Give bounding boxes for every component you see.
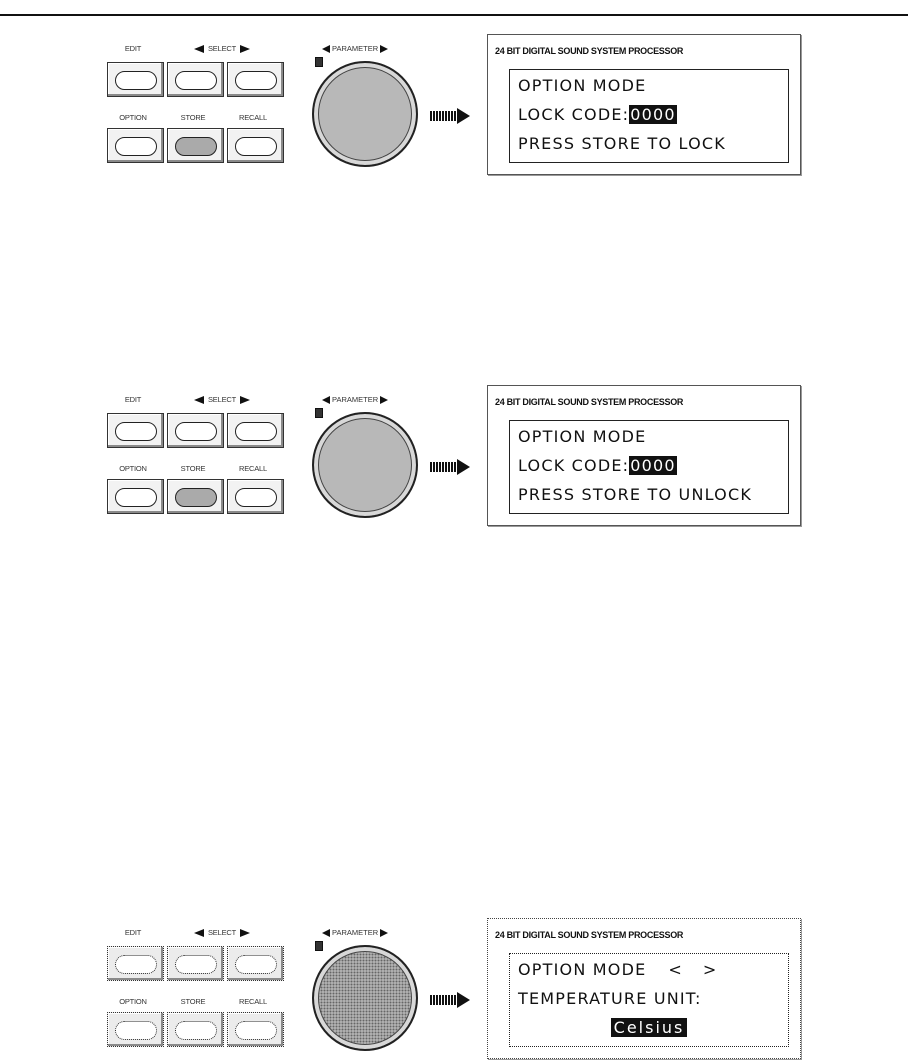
- select-left-button-cap: [175, 955, 217, 974]
- nav-arrows: < >: [668, 960, 725, 979]
- temperature-unit-value: Celsius: [611, 1018, 688, 1037]
- lcd-panel: [487, 385, 801, 526]
- recall-button[interactable]: [227, 479, 284, 514]
- store-button-cap: [175, 488, 217, 507]
- lcd-line-1: OPTION MODE: [518, 76, 647, 95]
- parameter-left-arrow-icon: [322, 45, 330, 53]
- option-button[interactable]: [107, 128, 164, 163]
- parameter-left-arrow-icon: [322, 396, 330, 404]
- parameter-knob[interactable]: [312, 412, 418, 518]
- select-left-arrow-icon: [194, 396, 204, 404]
- option-button-cap: [115, 137, 157, 156]
- select-left-button-cap: [175, 422, 217, 441]
- select-left-arrow-icon: [194, 929, 204, 937]
- select-right-button-cap: [235, 955, 277, 974]
- lock-icon: [315, 941, 323, 951]
- store-label: STORE: [180, 113, 206, 122]
- parameter-label: [322, 928, 388, 937]
- lcd-line-3: [510, 1018, 788, 1037]
- figure-temperature-unit: [100, 899, 810, 1064]
- parameter-knob[interactable]: [312, 945, 418, 1051]
- select-label-text: SELECT: [208, 395, 236, 404]
- store-button[interactable]: [167, 1012, 224, 1047]
- edit-button-cap: [115, 422, 157, 441]
- select-right-arrow-icon: [240, 929, 250, 937]
- parameter-label-text: PARAMETER: [332, 44, 379, 53]
- recall-button[interactable]: [227, 1012, 284, 1047]
- select-right-button[interactable]: [227, 62, 284, 97]
- lock-code-value: 0000: [630, 105, 676, 124]
- parameter-label-text: PARAMETER: [332, 928, 379, 937]
- select-right-button-cap: [235, 71, 277, 90]
- parameter-knob[interactable]: [312, 61, 418, 167]
- parameter-label: [322, 44, 388, 53]
- edit-button-cap: [115, 71, 157, 90]
- recall-label: RECALL: [239, 997, 267, 1006]
- lcd-panel: [487, 34, 801, 175]
- option-label: OPTION: [119, 997, 147, 1006]
- select-label: [162, 928, 282, 937]
- lcd-line-1: [518, 960, 724, 979]
- recall-button[interactable]: [227, 128, 284, 163]
- option-button-cap: [115, 1021, 157, 1040]
- lcd-line-2: TEMPERATURE UNIT:: [518, 989, 702, 1008]
- device-title: 24 BIT DIGITAL SOUND SYSTEM PROCESSOR: [495, 930, 684, 940]
- edit-button[interactable]: [107, 62, 164, 97]
- right-arrow-icon: [430, 459, 472, 475]
- option-label: OPTION: [119, 464, 147, 473]
- lcd-line-3: PRESS STORE TO LOCK: [518, 134, 726, 153]
- parameter-label: [322, 395, 388, 404]
- select-right-arrow-icon: [240, 396, 250, 404]
- lock-icon: [315, 408, 323, 418]
- right-arrow-icon: [430, 108, 472, 124]
- store-button[interactable]: [167, 479, 224, 514]
- lcd-screen: [509, 420, 789, 514]
- store-button-cap: [175, 1021, 217, 1040]
- device-title: 24 BIT DIGITAL SOUND SYSTEM PROCESSOR: [495, 46, 684, 56]
- store-label: STORE: [180, 997, 206, 1006]
- edit-label: EDIT: [124, 928, 142, 937]
- lock-icon: [315, 57, 323, 67]
- recall-label: RECALL: [239, 464, 267, 473]
- option-button[interactable]: [107, 479, 164, 514]
- lcd-line-2: [518, 456, 677, 475]
- option-label: OPTION: [119, 113, 147, 122]
- button-panel: [104, 899, 286, 1049]
- parameter-label-text: PARAMETER: [332, 395, 379, 404]
- select-right-arrow-icon: [240, 45, 250, 53]
- select-right-button-cap: [235, 422, 277, 441]
- option-button-cap: [115, 488, 157, 507]
- right-arrow-icon: [430, 992, 472, 1008]
- select-right-button[interactable]: [227, 946, 284, 981]
- select-label: [162, 44, 282, 53]
- select-label-text: SELECT: [208, 44, 236, 53]
- parameter-left-arrow-icon: [322, 929, 330, 937]
- select-left-button[interactable]: [167, 62, 224, 97]
- parameter-right-arrow-icon: [380, 396, 388, 404]
- button-panel: [104, 366, 286, 516]
- select-label-text: SELECT: [208, 928, 236, 937]
- edit-button[interactable]: [107, 413, 164, 448]
- lcd-screen: [509, 953, 789, 1047]
- edit-label: EDIT: [124, 395, 142, 404]
- store-button-cap: [175, 137, 217, 156]
- lock-code-label: LOCK CODE:: [518, 105, 630, 124]
- option-mode-text: OPTION MODE: [518, 960, 647, 979]
- lcd-screen: [509, 69, 789, 163]
- select-left-button-cap: [175, 71, 217, 90]
- select-left-arrow-icon: [194, 45, 204, 53]
- recall-button-cap: [235, 1021, 277, 1040]
- lcd-line-1: OPTION MODE: [518, 427, 647, 446]
- figure-unlock: [100, 366, 810, 531]
- device-title: 24 BIT DIGITAL SOUND SYSTEM PROCESSOR: [495, 397, 684, 407]
- edit-button-cap: [115, 955, 157, 974]
- store-label: STORE: [180, 464, 206, 473]
- select-right-button[interactable]: [227, 413, 284, 448]
- lcd-line-3: PRESS STORE TO UNLOCK: [518, 485, 753, 504]
- parameter-right-arrow-icon: [380, 929, 388, 937]
- lock-code-value: 0000: [630, 456, 676, 475]
- lcd-panel: [487, 918, 801, 1059]
- lock-code-label: LOCK CODE:: [518, 456, 630, 475]
- store-button[interactable]: [167, 128, 224, 163]
- select-label: [162, 395, 282, 404]
- button-panel: [104, 15, 286, 165]
- option-button[interactable]: [107, 1012, 164, 1047]
- select-left-button[interactable]: [167, 413, 224, 448]
- figure-lock: [100, 15, 810, 180]
- recall-label: RECALL: [239, 113, 267, 122]
- lcd-line-2: [518, 105, 677, 124]
- edit-button[interactable]: [107, 946, 164, 981]
- select-left-button[interactable]: [167, 946, 224, 981]
- parameter-right-arrow-icon: [380, 45, 388, 53]
- recall-button-cap: [235, 488, 277, 507]
- edit-label: EDIT: [124, 44, 142, 53]
- recall-button-cap: [235, 137, 277, 156]
